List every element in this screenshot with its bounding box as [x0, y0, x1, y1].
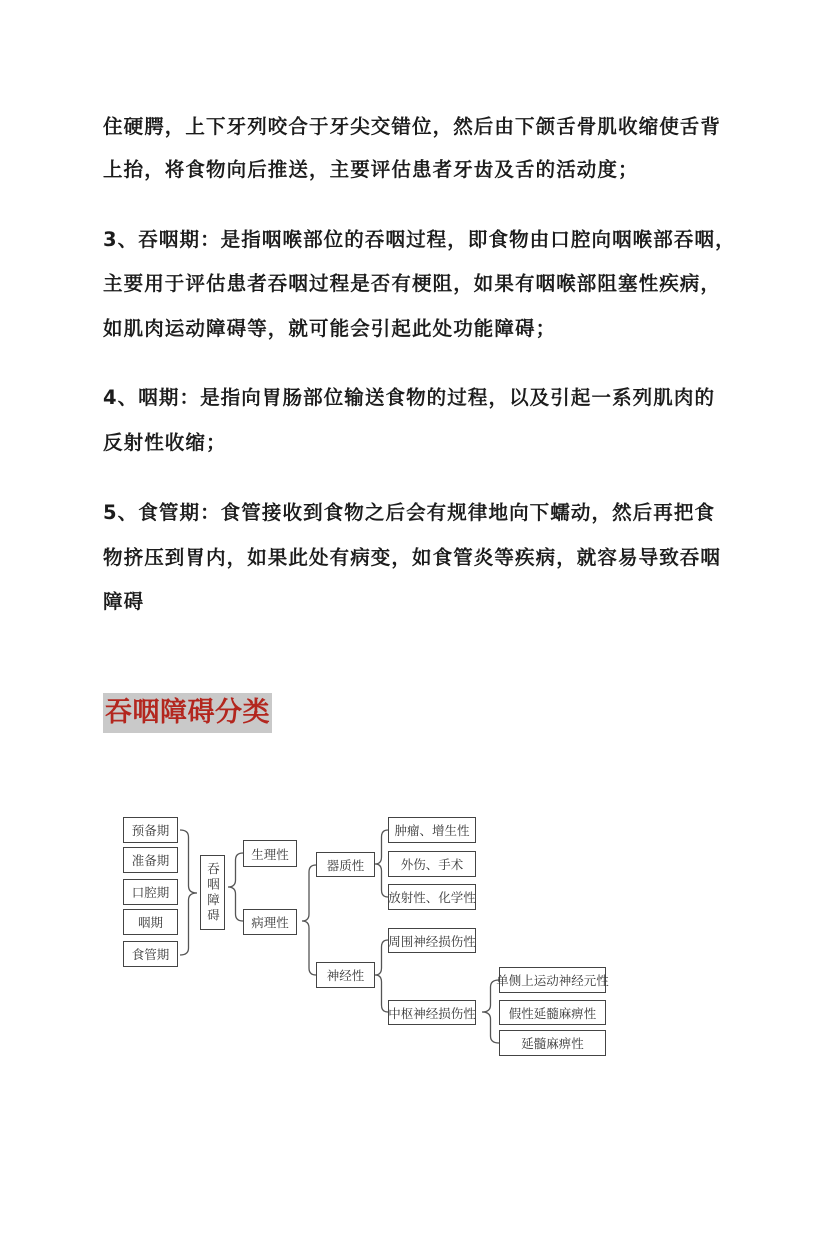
text-line: 4、咽期：是指向胃肠部位输送食物的过程，以及引起一系列肌肉的 [103, 386, 716, 409]
central-item-box: 单侧上运动神经元性 [499, 967, 606, 993]
curly-brace [228, 853, 243, 921]
organic-item-box: 肿瘤、增生性 [388, 817, 476, 843]
stage-box: 口腔期 [123, 879, 178, 905]
text-line: 障碍 [103, 590, 145, 613]
stage-box: 咽期 [123, 909, 178, 935]
root-box: 吞咽障碍 [200, 855, 225, 930]
organic-item-box: 外伤、手术 [388, 851, 476, 877]
curly-brace [375, 940, 388, 1012]
stage-box: 预备期 [123, 817, 178, 843]
text-line: 5、食管期：食管接收到食物之后会有规律地向下蠕动，然后再把食 [103, 501, 716, 524]
central-item-box: 延髓麻痹性 [499, 1030, 606, 1056]
stage-box: 食管期 [123, 941, 178, 967]
pathological-box: 病理性 [243, 909, 297, 935]
text-line: 3、吞咽期：是指咽喉部位的吞咽过程，即食物由口腔向咽喉部吞咽， [103, 228, 736, 251]
text-line: 主要用于评估患者吞咽过程是否有梗阻，如果有咽喉部阻塞性疾病， [103, 272, 722, 295]
text-line: 上抬，将食物向后推送，主要评估患者牙齿及舌的活动度； [103, 158, 639, 181]
text-line: 反射性收缩； [103, 431, 227, 454]
central-box: 中枢神经损伤性 [388, 1000, 476, 1025]
text-line: 如肌肉运动障碍等，就可能会引起此处功能障碍； [103, 317, 557, 340]
organic-box: 器质性 [316, 852, 375, 877]
text-line: 住硬腭，上下牙列咬合于牙尖交错位，然后由下颌舌骨肌收缩使舌背 [103, 115, 722, 138]
curly-brace [180, 830, 197, 955]
curly-brace [302, 865, 316, 975]
section-heading: 吞咽障碍分类 [103, 693, 272, 733]
physiological-box: 生理性 [243, 840, 297, 867]
peripheral-box: 周围神经损伤性 [388, 928, 476, 953]
text-line: 物挤压到胃内，如果此处有病变，如食管炎等疾病，就容易导致吞咽 [103, 546, 722, 569]
curly-brace [375, 830, 388, 897]
curly-brace [482, 980, 499, 1043]
central-item-box: 假性延髓麻痹性 [499, 1000, 606, 1025]
stage-box: 准备期 [123, 847, 178, 873]
neurological-box: 神经性 [316, 962, 375, 988]
organic-item-box: 放射性、化学性 [388, 884, 476, 910]
